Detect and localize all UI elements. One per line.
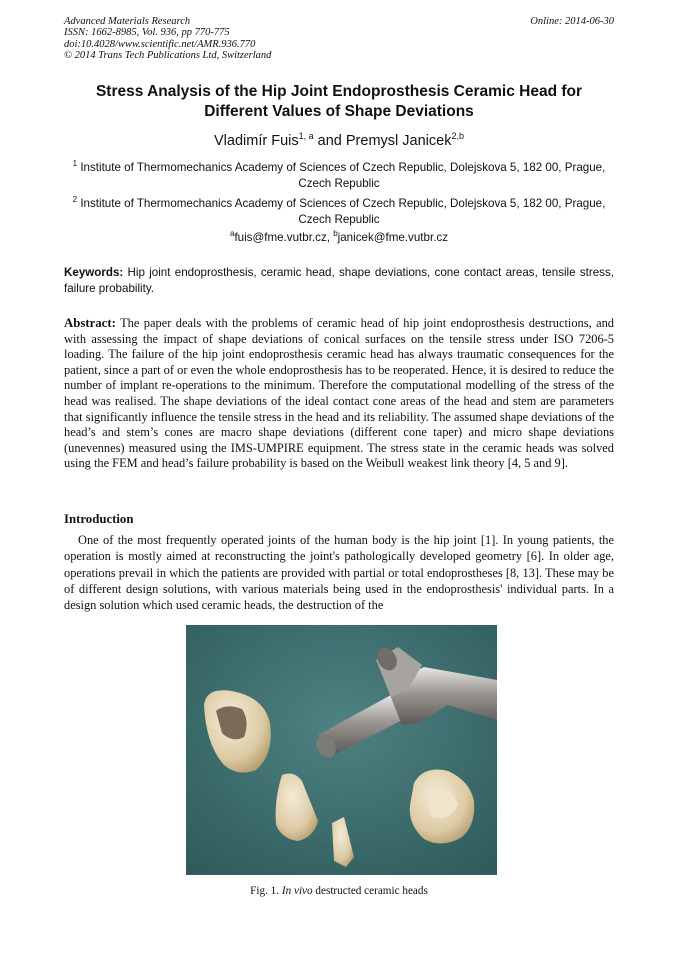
abstract-label: Abstract: <box>64 316 116 330</box>
caption-prefix: Fig. 1. <box>250 885 282 897</box>
email-separator: , <box>326 230 334 244</box>
affiliation-2-text: Institute of Thermomechanics Academy of Sciences of Czech Republic, Dolejskova 5, 182 00, Prague, Czech Republic <box>80 196 606 226</box>
affiliation-1-text: Institute of Thermomechanics Academy of Sciences of Czech Republic, Dolejskova 5, 182 00, Prague, Czech Republic <box>80 160 606 190</box>
caption-rest: destructed ceramic heads <box>312 885 428 897</box>
affiliation-2-number: 2 <box>72 195 78 204</box>
author-separator: and <box>313 132 346 149</box>
author-1-sup: 1, a <box>298 131 314 141</box>
journal-header <box>64 16 271 62</box>
author-2: Premysl Janicek <box>345 132 452 149</box>
author-2-sup: 2,b <box>451 131 464 141</box>
copyright-line: © 2014 Trans Tech Publications Ltd, Switzerland <box>64 50 272 62</box>
email-a-sup: a <box>229 229 235 238</box>
affiliation-1 <box>64 156 614 192</box>
journal-name: Advanced Materials Research <box>64 16 191 27</box>
online-date: Online: 2014-06-30 <box>530 16 614 27</box>
figure-caption <box>40 885 638 897</box>
email-b-sup: b <box>333 229 338 238</box>
email-b[interactable]: janicek@fme.vutbr.cz <box>337 230 449 244</box>
title-line-1: Stress Analysis of the Hip Joint Endoprosthesis Ceramic Head for <box>95 83 583 100</box>
author-1: Vladimír Fuis <box>214 132 299 149</box>
introduction-heading: Introduction <box>64 512 134 526</box>
keywords <box>64 265 614 296</box>
paper-title <box>40 82 638 122</box>
doi-line: doi:10.4028/www.scientific.net/AMR.936.770 <box>64 38 256 50</box>
author-list <box>40 131 638 149</box>
introduction-paragraph: One of the most frequently operated joints of the human body is the hip joint [1]. In young patients, the operation is mostly aimed at reconstructing the joint's pathologically developed geometry [6]. In older age, operations prevail in which the patients are provided with partial or total endoprostheses [8, 13]. These may be of different design solutions, with various materials being used in the endoprosthesis' individual parts. In a design solution which used ceramic heads, the destruction of the <box>64 533 614 613</box>
caption-italic: In vivo <box>281 885 313 897</box>
keywords-label: Keywords: <box>64 266 124 279</box>
abstract-text: The paper deals with the problems of ceramic head of hip joint endoprosthesis destructions, and with assessing the impact of shape deviations of conical surfaces on the tensile stress under ISO 7206-5 loading. The failure of the hip joint endoprosthesis ceramic head has always traumatic consequences for the patient, since a part of or even the whole endoprosthesis has to be reoperated. Hence, it is desired to reduce the number of implant re-operations to the minimum. Therefore the computational modelling of the stress of the head was realised. The shape deviations of the ideal contact cone areas of the head and stem are parameters that significantly influence the tensile stress in the head and its reliability. The assumed shape deviations of the head’s and stem’s cones are macro shape deviations (different cone taper) and micro shape deviations (unevennes) measured using the IMS-UMPIRE equipment. The stress state in the ceramic heads was solved using the FEM and head’s failure probability is based on the Weibull weakest link theory [4, 5 and 9]. <box>64 316 614 471</box>
figure-ceramic-heads-photo <box>186 625 497 875</box>
affiliation-1-number: 1 <box>72 159 78 168</box>
title-line-2: Different Values of Shape Deviations <box>204 103 474 120</box>
abstract <box>64 316 614 472</box>
email-line <box>64 229 614 244</box>
issn-line: ISSN: 1662-8985, Vol. 936, pp 770-775 <box>64 27 230 39</box>
email-a[interactable]: fuis@fme.vutbr.cz <box>234 230 327 244</box>
affiliation-2 <box>64 192 614 228</box>
keywords-text: Hip joint endoprosthesis, ceramic head, shape deviations, cone contact areas, tensile stress, failure probability. <box>64 266 614 295</box>
